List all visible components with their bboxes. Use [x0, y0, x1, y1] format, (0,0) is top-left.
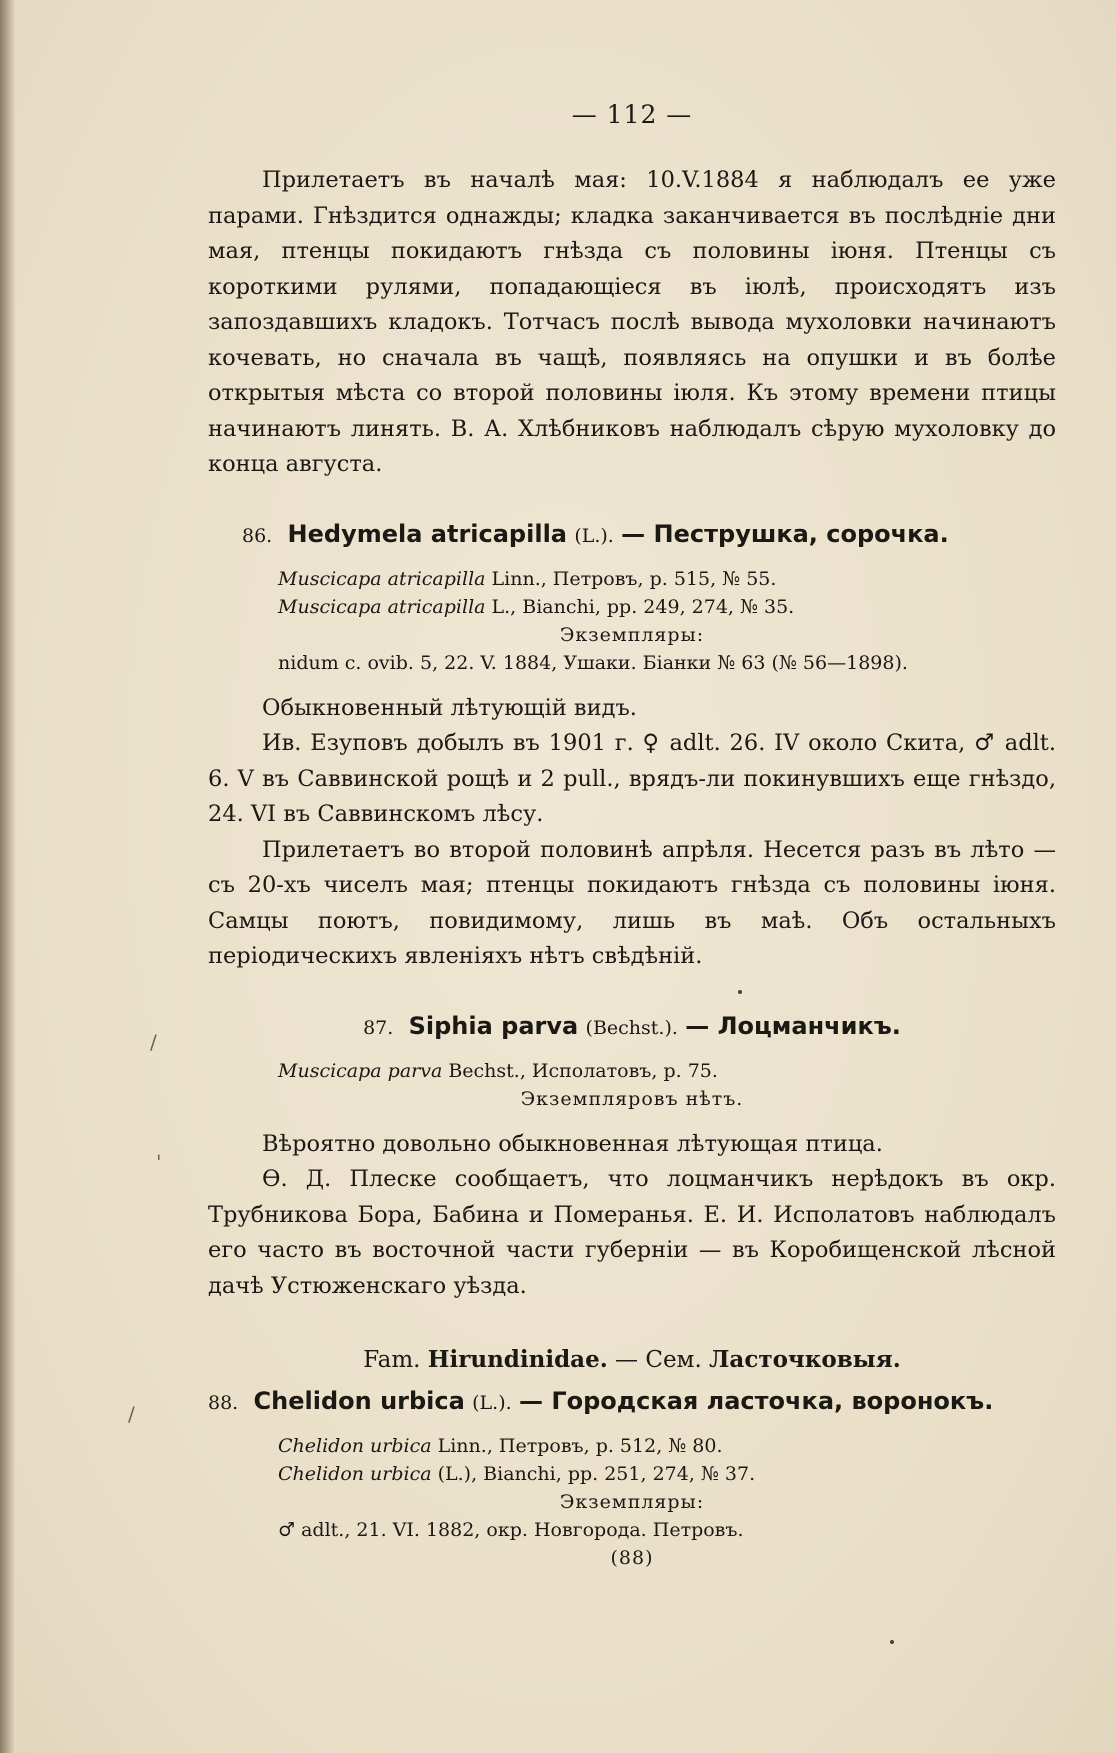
page-edge-shadow [0, 0, 16, 1753]
species-number: 88. [208, 1392, 239, 1414]
reference-line: Chelidon urbica Linn., Петровъ, p. 512, № 80. [278, 1435, 723, 1457]
specimens-label: Экземпляры: [559, 1491, 705, 1513]
reference-line: Chelidon urbica (L.), Bianchi, pp. 251, 274, № 37. [278, 1463, 756, 1485]
references-88 [208, 1432, 1056, 1572]
specimens-line: nidum c. ovib. 5, 22. V. 1884, Ушаки. Бiанки № 63 (№ 56—1898). [278, 651, 908, 674]
margin-pencil-mark: / [128, 1402, 135, 1426]
species-number: 87. [363, 1016, 394, 1039]
reference-line: Muscicapa parva Bechst., Исполатовъ, p. 75. [278, 1059, 718, 1082]
references-87 [208, 1057, 1056, 1113]
species-heading-86 [208, 517, 1056, 553]
species-heading-87 [208, 1009, 1056, 1045]
species-heading-88 [208, 1384, 1056, 1420]
scientific-name: Hedymela atricapilla [287, 519, 567, 548]
margin-pencil-mark: ' [156, 1150, 162, 1174]
specimens-label: Экземпляры: [559, 623, 705, 646]
paper-speck [890, 1640, 894, 1644]
species-paragraph: Прилетаетъ во второй половинѣ апрѣля. Несется разъ въ лѣто — съ 20-хъ чиселъ мая; птенцы покидаютъ гнѣзда съ половины iюня. Самцы поютъ, повидимому, лишь въ маѣ. Объ остальныхъ перiодическихъ явленiяхъ нѣтъ свѣдѣнiй. [208, 836, 1056, 969]
specimens-line: ♂ adlt., 21. VI. 1882, окр. Новгорода. Петровъ. [278, 1519, 744, 1541]
scientific-name: Siphia parva [408, 1011, 579, 1040]
species-paragraph: Вѣроятно довольно обыкновенная лѣтующая птица. [262, 1130, 883, 1157]
margin-pencil-mark: / [150, 1030, 157, 1054]
specimens-label: Экземпляровъ нѣтъ. [520, 1087, 744, 1110]
page-number: — 112 — [571, 100, 693, 129]
species-author: (L.). [574, 524, 614, 547]
family-heading: Fam. Hirundinidae. — Сем. Ласточковыя. [363, 1346, 901, 1373]
reference-line: Muscicapa atricapilla L., Bianchi, pp. 249, 274, № 35. [278, 595, 795, 618]
scientific-name: Chelidon urbica [253, 1387, 465, 1415]
paper-speck [738, 990, 742, 994]
species-author: (L.). [472, 1392, 512, 1414]
intro-paragraph: Прилетаетъ въ началѣ мая: 10.V.1884 я наблюдалъ ее уже парами. Гнѣздится однажды; кладка заканчивается въ послѣднiе дни мая, птенцы покидаютъ гнѣзда съ половины iюня. Птенцы съ короткими рулями, попадающiеся въ iюлѣ, происходятъ изъ запоздавшихъ кладокъ. Тотчасъ послѣ вывода мухоловки начинаютъ кочевать, но сначала въ чащѣ, появляясь на опушки и въ болѣе открытыя мѣста со второй половины iюля. Къ этому времени птицы начинаютъ линять. В. А. Хлѣбниковъ наблюдалъ сѣрую мухоловку до конца августа. [208, 167, 1056, 477]
species-number: 86. [242, 524, 273, 547]
species-paragraph: Ѳ. Д. Плеске сообщаетъ, что лоцманчикъ нерѣдокъ въ окр. Трубникова Бора, Бабина и Померанья. Е. И. Исполатовъ наблюдалъ его часто въ восточной части губернiи — въ Коробищенской лѣсной дачѣ Устюженскаго уѣзда. [208, 1166, 1056, 1299]
russian-name: — Лоцманчикъ. [685, 1011, 901, 1040]
species-paragraph: Ив. Езуповъ добылъ въ 1901 г. ♀ adlt. 26. IV около Скита, ♂ adlt. 6. V въ Саввинской рощѣ и 2 pull., врядъ-ли покинувшихъ еще гнѣздо, 24. VI въ Саввинскомъ лѣсу. [208, 730, 1056, 827]
references-86 [208, 565, 1056, 677]
specimen-number: (88) [610, 1547, 654, 1569]
species-paragraph: Обыкновенный лѣтующiй видъ. [262, 694, 637, 721]
species-author: (Bechst.). [585, 1016, 678, 1039]
reference-line: Muscicapa atricapilla Linn., Петровъ, p. 515, № 55. [278, 567, 777, 590]
russian-name: — Пеструшка, сорочка. [621, 519, 949, 548]
russian-name: — Городская ласточка, воронокъ. [518, 1387, 994, 1415]
